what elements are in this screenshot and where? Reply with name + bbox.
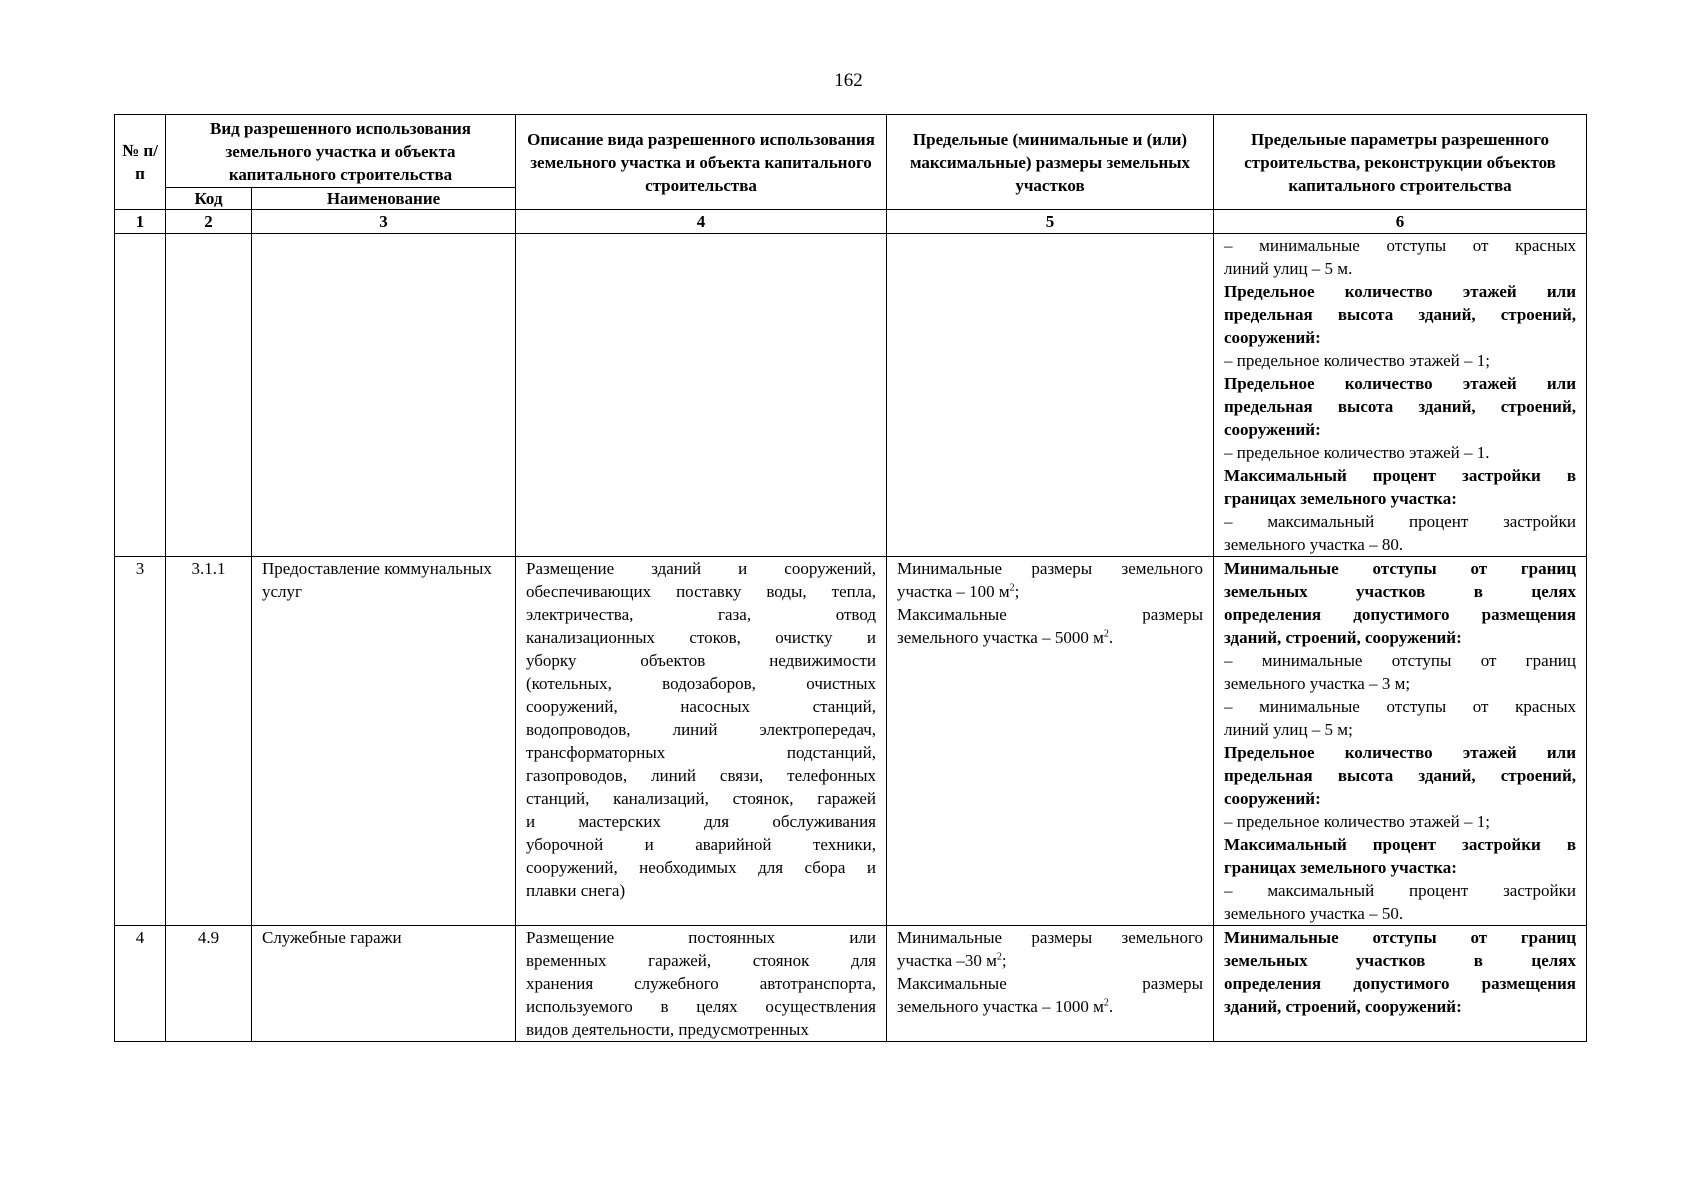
- param-line: определения допустимого размещения: [1224, 974, 1576, 993]
- header-colnum: 6: [1214, 210, 1587, 234]
- row-params: [1214, 557, 1587, 926]
- cell-line: участка – 100 $м^2$;: [897, 582, 1020, 601]
- row-description: [516, 234, 887, 557]
- land-use-table: [114, 114, 1587, 1042]
- row-description: [516, 926, 887, 1042]
- cell-line: Максимальные размеры: [897, 974, 1203, 993]
- cell-line: видов деятельности, предусмотренных: [526, 1020, 809, 1039]
- param-line: Минимальные отступы от границ: [1224, 559, 1576, 578]
- row-num: 3: [115, 557, 166, 926]
- cell-line: Минимальные размеры земельного: [897, 928, 1203, 947]
- cell-line: земельного участка – 5000 $м^2$.: [897, 628, 1114, 647]
- cell-line: уборочной и аварийной техники,: [526, 835, 876, 854]
- param-line: сооружений:: [1224, 328, 1321, 347]
- row-sizes: [887, 926, 1214, 1042]
- header-colnum: 3: [252, 210, 516, 234]
- row-sizes: [887, 234, 1214, 557]
- table-row: [115, 234, 1587, 557]
- param-line: земельного участка – 3 м;: [1224, 674, 1411, 693]
- param-line: предельная высота зданий, строений,: [1224, 397, 1576, 416]
- param-line: Минимальные отступы от границ: [1224, 928, 1576, 947]
- page-number: 162: [834, 70, 863, 91]
- param-line: – максимальный процент застройки: [1224, 881, 1576, 900]
- cell-line: обеспечивающих поставку воды, тепла,: [526, 582, 876, 601]
- cell-line: хранения служебного автотранспорта,: [526, 974, 876, 993]
- cell-line: станций, канализаций, стоянок, гаражей: [526, 789, 876, 808]
- param-line: предельная высота зданий, строений,: [1224, 766, 1576, 785]
- param-line: Предельное количество этажей или: [1224, 743, 1576, 762]
- cell-line: уборку объектов недвижимости: [526, 651, 876, 670]
- row-sizes: [887, 557, 1214, 926]
- param-line: сооружений:: [1224, 420, 1321, 439]
- cell-line: водопроводов, линий электропередач,: [526, 720, 876, 739]
- cell-line: канализационных стоков, очистку и: [526, 628, 876, 647]
- header-description: Описание вида разрешенного использования земельного участка и объекта капитального строительства: [516, 115, 887, 210]
- header-colnum: 2: [166, 210, 252, 234]
- param-line: сооружений:: [1224, 789, 1321, 808]
- param-line: – минимальные отступы от красных: [1224, 697, 1576, 716]
- cell-line: земельного участка – 1000 $м^2$.: [897, 997, 1114, 1016]
- row-num: 4: [115, 926, 166, 1042]
- cell-line: (котельных, водозаборов, очистных: [526, 674, 876, 693]
- header-code: Код: [166, 188, 252, 210]
- param-line: – максимальный процент застройки: [1224, 512, 1576, 531]
- row-description: [516, 557, 887, 926]
- header-num: № п/п: [115, 115, 166, 210]
- param-line: Предельное количество этажей или: [1224, 374, 1576, 393]
- cell-line: сооружений, насосных станций,: [526, 697, 876, 716]
- param-line: границах земельного участка:: [1224, 489, 1457, 508]
- param-line: земельного участка – 50.: [1224, 904, 1404, 923]
- table-row: [115, 557, 1587, 926]
- param-line: линий улиц – 5 м;: [1224, 720, 1353, 739]
- row-num: [115, 234, 166, 557]
- cell-line: Размещение постоянных или: [526, 928, 876, 947]
- header-sizes: Предельные (минимальные и (или) максимальные) размеры земельных участков: [887, 115, 1214, 210]
- cell-line: используемого в целях осуществления: [526, 997, 876, 1016]
- row-name: Предоставление коммунальных услуг: [252, 557, 516, 926]
- row-name: Служебные гаражи: [252, 926, 516, 1042]
- cell-line: Размещение зданий и сооружений,: [526, 559, 876, 578]
- row-code: [166, 234, 252, 557]
- cell-line: трансформаторных подстанций,: [526, 743, 876, 762]
- header-params: Предельные параметры разрешенного строительства, реконструкции объектов капитального строительства: [1214, 115, 1587, 210]
- cell-line: Минимальные размеры земельного: [897, 559, 1203, 578]
- row-code: 4.9: [166, 926, 252, 1042]
- param-line: границах земельного участка:: [1224, 858, 1457, 877]
- param-line: земельного участка – 80.: [1224, 535, 1404, 554]
- param-line: предельная высота зданий, строений,: [1224, 305, 1576, 324]
- cell-line: Максимальные размеры: [897, 605, 1203, 624]
- table-row: [115, 926, 1587, 1042]
- param-line: линий улиц – 5 м.: [1224, 259, 1353, 278]
- param-line: земельных участков в целях: [1224, 582, 1576, 601]
- cell-line: временных гаражей, стоянок для: [526, 951, 876, 970]
- param-line: – минимальные отступы от красных: [1224, 236, 1576, 255]
- param-line: – предельное количество этажей – 1.: [1224, 443, 1490, 462]
- row-params: [1214, 926, 1587, 1042]
- header-colnum: 1: [115, 210, 166, 234]
- param-line: определения допустимого размещения: [1224, 605, 1576, 624]
- header-type-group: Вид разрешенного использования земельного участка и объекта капитального строительства: [166, 115, 516, 188]
- row-params: [1214, 234, 1587, 557]
- cell-line: участка –30 $м^2$;: [897, 951, 1007, 970]
- param-line: зданий, строений, сооружений:: [1224, 628, 1462, 647]
- cell-line: газопроводов, линий связи, телефонных: [526, 766, 876, 785]
- param-line: Максимальный процент застройки в: [1224, 835, 1576, 854]
- header-colnum: 4: [516, 210, 887, 234]
- row-name: [252, 234, 516, 557]
- param-line: Максимальный процент застройки в: [1224, 466, 1576, 485]
- cell-line: электричества, газа, отвод: [526, 605, 876, 624]
- cell-line: сооружений, необходимых для сбора и: [526, 858, 876, 877]
- cell-line: плавки снега): [526, 881, 626, 900]
- param-line: зданий, строений, сооружений:: [1224, 997, 1462, 1016]
- param-line: Предельное количество этажей или: [1224, 282, 1576, 301]
- header-name: Наименование: [252, 188, 516, 210]
- header-colnum: 5: [887, 210, 1214, 234]
- param-line: земельных участков в целях: [1224, 951, 1576, 970]
- param-line: – предельное количество этажей – 1;: [1224, 351, 1490, 370]
- param-line: – минимальные отступы от границ: [1224, 651, 1576, 670]
- row-code: 3.1.1: [166, 557, 252, 926]
- cell-line: и мастерских для обслуживания: [526, 812, 876, 831]
- param-line: – предельное количество этажей – 1;: [1224, 812, 1490, 831]
